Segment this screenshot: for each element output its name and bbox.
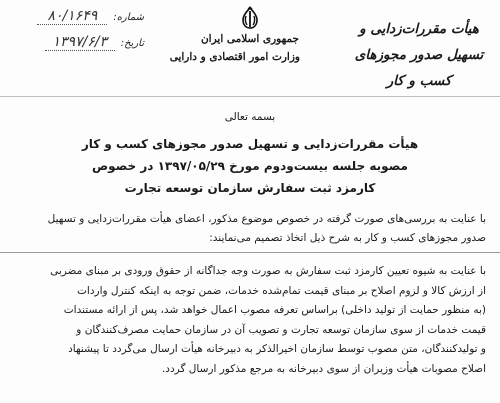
ministry-line-2: وزارت امور اقتصادی و دارایی	[169, 51, 300, 63]
allah-emblem-icon	[239, 6, 261, 30]
resolution-title	[30, 133, 470, 199]
number-value: ۸۰/۱۶۴۹	[37, 8, 107, 25]
ministry-header	[169, 6, 300, 66]
body-line-1: با عنایت به شیوه تعیین کارمزد ثبت سفارش به صورت وجه جداگانه از حقوق ورودی بر مبنای مضربی	[50, 265, 486, 277]
intro-line-2: صدور مجوزهای کسب و کار به شرح ذیل اتخاذ تصمیم می‌نمایند:	[209, 232, 486, 244]
date-row	[14, 34, 144, 60]
board-title-line-2: تسهیل صدور مجوزهای کسب و کار	[354, 47, 484, 89]
body-divider	[0, 252, 500, 253]
body-line-2: از ارزش کالا و لزوم اصلاح بر مبنای قیمت تمام‌شده خدمات، ضمن توجه به اینکه کنترل واردات	[77, 284, 486, 297]
header-divider	[0, 96, 500, 97]
letter-meta	[14, 8, 144, 60]
title-line-2: مصوبه جلسه بیست‌ودوم مورخ ۱۳۹۷/۰۵/۲۹ در خصوص	[92, 159, 408, 173]
date-value: ۱۳۹۷/۶/۳	[45, 34, 115, 51]
resolution-body	[20, 262, 486, 380]
number-row	[14, 8, 144, 34]
number-label: شماره:	[113, 12, 144, 23]
board-title-line-1: هیأت مقررات‌زدایی و	[359, 21, 479, 37]
board-title	[344, 16, 494, 94]
title-line-1: هیأت مقررات‌زدایی و تسهیل صدور مجوزهای کسب و کار	[81, 137, 419, 151]
intro-line-1: با عنایت به بررسی‌های صورت گرفته در خصوص موضوع مذکور، اعضای هیأت مقررات‌زدایی و تسهیل	[47, 213, 486, 225]
date-label: تاریخ:	[120, 38, 144, 49]
body-line-3: (به منظور حمایت از تولید داخلی) براساس تعرفه مصوب اعمال خواهد شد، پس از ارائه مستندات	[63, 304, 486, 317]
ministry-line-1: جمهوری اسلامی ایران	[200, 33, 300, 45]
intro-paragraph	[20, 210, 486, 248]
body-line-6: اصلاح مصوبات هیأت وزیران از سوی دبیرخانه به مرجع مذکور ارسال گردد.	[161, 362, 486, 375]
body-line-5: و تولیدکنندگان، متن مصوب توسط سازمان اخیرالذکر به دبیرخانه هیأت ارسال می‌گردد تا پیشنهاد	[68, 343, 486, 356]
body-line-4: قیمت خدمات از سوی سازمان توسعه تجارت و تصویب آن در سازمان حمایت مصرف‌کنندگان و	[76, 323, 486, 336]
title-line-3: کارمزد ثبت سفارش سازمان توسعه تجارت	[124, 181, 376, 195]
bismillah: بسمه تعالی	[224, 111, 276, 123]
